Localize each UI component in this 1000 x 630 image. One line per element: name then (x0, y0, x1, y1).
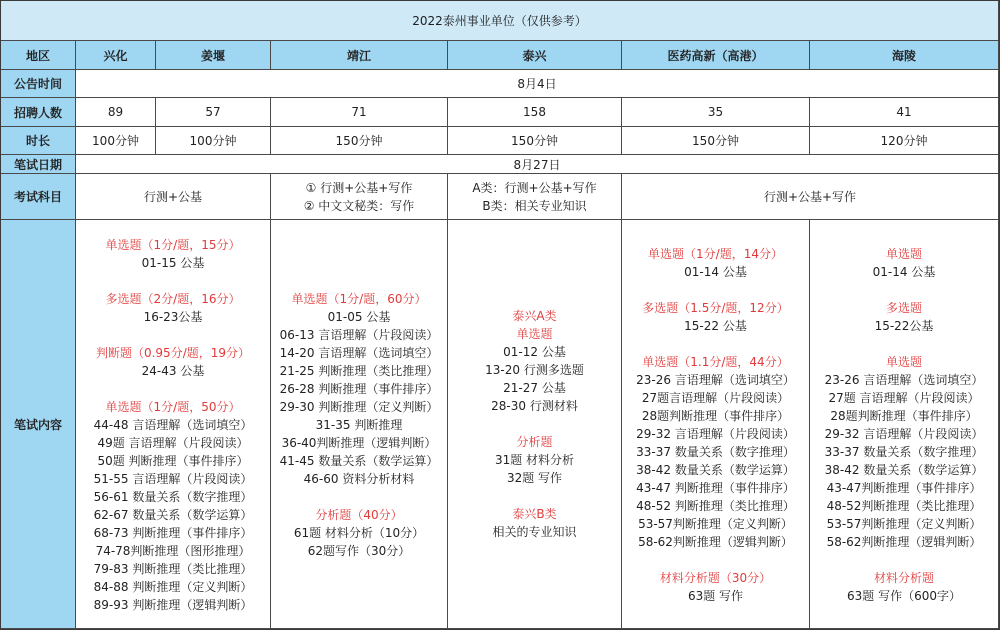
content-line: 43-47判断推理（事件排序） (826, 481, 982, 495)
content-line: 31题 材料分析 (494, 453, 575, 467)
section-heading: 材料分析题（30分） (659, 571, 772, 585)
exam-date-label: 笔试日期 (1, 155, 76, 174)
content-jingjiang (271, 220, 448, 629)
content-line: 38-42 数量关系（数学运算） (636, 463, 795, 477)
content-line: 28-30 行测材料 (491, 399, 578, 413)
section-heading: 单选题（1分/题，60分） (291, 292, 427, 306)
subjects-jingjiang (271, 174, 448, 220)
region-xinghua: 兴化 (76, 41, 156, 70)
content-line: 68-73 判断推理（事件排序） (93, 526, 253, 540)
content-line: 49题 言语理解（片段阅读） (97, 436, 249, 450)
content-taixing (448, 220, 622, 629)
content-line: 61题 材料分析（10分） (293, 526, 425, 540)
region-taixing: 泰兴 (448, 41, 622, 70)
duration-jiangyan: 100分钟 (156, 127, 271, 155)
content-line: 01-14 公基 (872, 265, 936, 279)
content-line: 23-26 言语理解（选词填空） (824, 373, 984, 387)
content-line: 33-37 数量关系（数字推理） (636, 445, 795, 459)
announce-value: 8月4日 (76, 70, 999, 98)
content-xinghua-jiangyan (76, 220, 271, 629)
content-line: 50题 判断推理（事件排序） (97, 454, 249, 468)
content-line: 53-57判断推理（定义判断） (638, 517, 793, 531)
content-line: 48-52 判断推理（类比推理） (636, 499, 795, 513)
recruit-taixing: 158 (448, 98, 622, 127)
section-heading: 多选题（1.5分/题，12分） (642, 301, 789, 315)
section-heading: 单选题（1分/题，50分） (105, 400, 241, 414)
content-line: 43-47 判断推理（事件排序） (636, 481, 795, 495)
subjects-taixing-line: A类：行测+公基+写作 (472, 180, 597, 195)
content-line: 01-12 公基 (503, 345, 566, 359)
content-line: 31-35 判断推理 (315, 418, 403, 432)
recruit-xinghua: 89 (76, 98, 156, 127)
section-heading: 泰兴A类 (512, 309, 557, 323)
content-line: 56-61 数量关系（数字推理） (93, 490, 253, 504)
content-line: 15-22公基 (874, 319, 934, 333)
section-heading: 单选题 (885, 355, 922, 369)
section-heading: 多选题（2分/题，16分） (105, 292, 241, 306)
subjects-taixing-line: B类：相关专业知识 (482, 198, 587, 213)
recruit-jiangyan: 57 (156, 98, 271, 127)
region-header-label: 地区 (1, 41, 76, 70)
region-jiangyan: 姜堰 (156, 41, 271, 70)
content-line: 62题写作（30分） (307, 544, 411, 558)
content-line: 63题 写作（600字） (847, 589, 961, 603)
duration-xinghua: 100分钟 (76, 127, 156, 155)
content-line: 29-30 判断推理（定义判断） (279, 400, 439, 414)
content-line: 28题判断推理（事件排序） (830, 409, 978, 423)
content-line: 16-23公基 (143, 310, 203, 324)
content-line: 23-26 言语理解（选词填空） (636, 373, 795, 387)
content-yiyao (622, 220, 810, 629)
duration-taixing: 150分钟 (448, 127, 622, 155)
section-heading: 分析题 (516, 435, 553, 449)
content-line: 74-78判断推理（图形推理） (95, 544, 251, 558)
content-line: 29-32 言语理解（片段阅读） (824, 427, 984, 441)
section-heading: 分析题（40分） (315, 508, 403, 522)
content-line: 13-20 行测多选题 (485, 363, 584, 377)
content-line: 58-62判断推理（逻辑判断） (638, 535, 793, 549)
content-line: 41-45 数量关系（数学运算） (279, 454, 439, 468)
subjects-jingjiang-line: ① 行测+公基+写作 (305, 180, 413, 195)
section-heading: 泰兴B类 (512, 507, 557, 521)
duration-jingjiang: 150分钟 (271, 127, 448, 155)
content-line: 28题判断推理（事件排序） (641, 409, 790, 423)
content-hailing (810, 220, 999, 629)
duration-yiyao: 150分钟 (622, 127, 810, 155)
content-line: 89-93 判断推理（逻辑判断） (93, 598, 253, 612)
content-line: 26-28 判断推理（事件排序） (279, 382, 439, 396)
content-line: 相关的专业知识 (492, 525, 577, 539)
subjects-yiyao-hailing: 行测+公基+写作 (622, 174, 999, 220)
subjects-xinghua-jiangyan: 行测+公基 (76, 174, 271, 220)
section-heading: 材料分析题 (873, 571, 934, 585)
section-heading: 单选题 (516, 327, 553, 341)
table-title: 2022泰州事业单位（仅供参考） (1, 1, 999, 41)
content-line: 48-52判断推理（类比推理） (826, 499, 982, 513)
content-line: 51-55 言语理解（片段阅读） (93, 472, 253, 486)
content-line: 84-88 判断推理（定义判断） (93, 580, 253, 594)
content-line: 63题 写作 (687, 589, 744, 603)
section-heading: 单选题（1分/题，14分） (648, 247, 783, 261)
content-line: 06-13 言语理解（片段阅读） (279, 328, 439, 342)
content-line: 24-43 公基 (141, 364, 205, 378)
content-line: 38-42 数量关系（数学运算） (824, 463, 984, 477)
content-line: 21-27 公基 (503, 381, 566, 395)
recruit-yiyao: 35 (622, 98, 810, 127)
duration-label: 时长 (1, 127, 76, 155)
subjects-taixing (448, 174, 622, 220)
content-line: 01-05 公基 (327, 310, 391, 324)
content-line: 21-25 判断推理（类比推理） (279, 364, 439, 378)
content-line: 79-83 判断推理（类比推理） (93, 562, 253, 576)
recruit-label: 招聘人数 (1, 98, 76, 127)
content-line: 27题言语理解（片段阅读） (641, 391, 790, 405)
recruit-jingjiang: 71 (271, 98, 448, 127)
section-heading: 单选题（1分/题，15分） (105, 238, 241, 252)
region-yiyao-gaoxin: 医药高新（高港） (622, 41, 810, 70)
content-line: 46-60 资料分析材料 (303, 472, 415, 486)
content-line: 01-15 公基 (141, 256, 205, 270)
content-line: 29-32 言语理解（片段阅读） (636, 427, 795, 441)
subjects-jingjiang-line: ② 中文文秘类：写作 (303, 198, 415, 213)
content-line: 33-37 数量关系（数字推理） (824, 445, 984, 459)
recruit-hailing: 41 (810, 98, 999, 127)
content-line: 53-57判断推理（定义判断） (826, 517, 982, 531)
content-line: 58-62判断推理（逻辑判断） (826, 535, 982, 549)
content-line: 44-48 言语理解（选词填空） (93, 418, 253, 432)
section-heading: 单选题（1.1分/题，44分） (642, 355, 789, 369)
announce-label: 公告时间 (1, 70, 76, 98)
subjects-label: 考试科目 (1, 174, 76, 220)
content-line: 62-67 数量关系（数学运算） (93, 508, 253, 522)
content-line: 01-14 公基 (684, 265, 747, 279)
region-hailing: 海陵 (810, 41, 999, 70)
region-jingjiang: 靖江 (271, 41, 448, 70)
exam-date-value: 8月27日 (76, 155, 999, 174)
content-line: 36-40判断推理（逻辑判断） (281, 436, 437, 450)
content-line: 27题 言语理解（片段阅读） (828, 391, 980, 405)
section-heading: 单选题 (885, 247, 922, 261)
section-heading: 多选题 (885, 301, 922, 315)
section-heading: 判断题（0.95分/题，19分） (95, 346, 251, 360)
content-label: 笔试内容 (1, 220, 76, 629)
content-line: 14-20 言语理解（选词填空） (279, 346, 439, 360)
content-line: 32题 写作 (506, 471, 563, 485)
duration-hailing: 120分钟 (810, 127, 999, 155)
content-line: 15-22 公基 (684, 319, 747, 333)
